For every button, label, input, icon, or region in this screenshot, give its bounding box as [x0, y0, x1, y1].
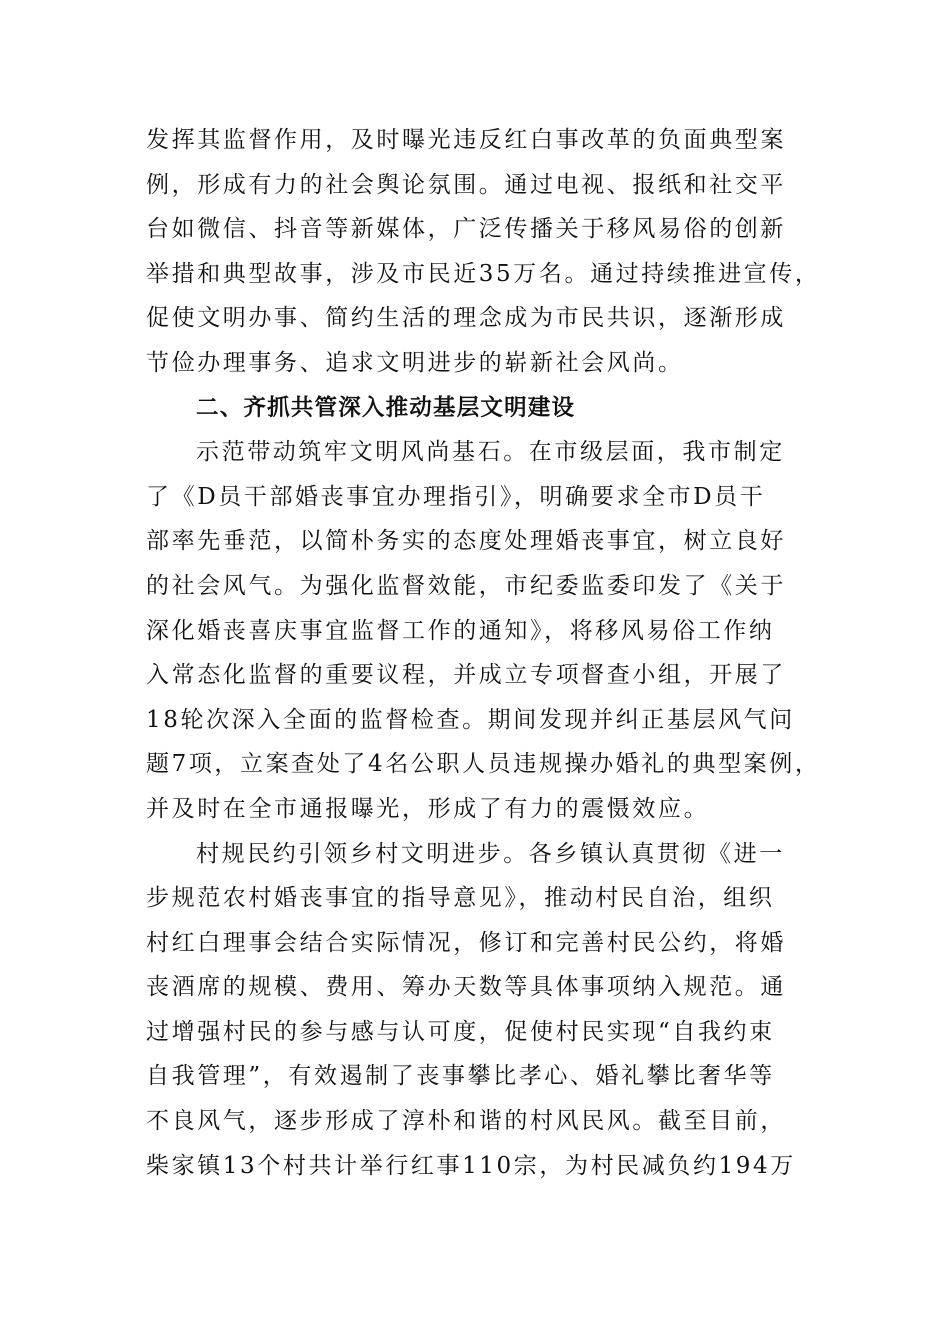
paragraph-line: 步规范农村婚丧事宜的指导意见》，推动村民自治，组织	[146, 885, 775, 912]
paragraph-line: 自我管理”，有效遏制了丧事攀比孝心、婚礼攀比奢华等	[146, 1063, 775, 1090]
paragraph-line: 节俭办理事务、追求文明进步的崭新社会风尚。	[146, 349, 684, 376]
paragraph-line: 深化婚丧喜庆事宜监督工作的通知》，将移风易俗工作纳	[146, 617, 775, 644]
paragraph-line: 入常态化监督的重要议程，并成立专项督查小组，开展了	[146, 662, 786, 689]
paragraph-first-line: 示范带动筑牢文明风尚基石。在市级层面，我市制定	[196, 439, 785, 466]
paragraph-line: 了《D员干部婚丧事宜办理指引》，明确要求全市D员干	[146, 483, 766, 510]
paragraph-line: 村红白理事会结合实际情况，修订和完善村民公约，将婚	[146, 929, 786, 956]
paragraph-line: 丧酒席的规模、费用、筹办天数等具体事项纳入规范。通	[146, 974, 786, 1001]
paragraph-line: 台如微信、抖音等新媒体，广泛传播关于移风易俗的创新	[146, 216, 786, 243]
paragraph-line: 例，形成有力的社会舆论氛围。通过电视、报纸和社交平	[146, 171, 786, 198]
section-heading: 二、齐抓共管深入推动基层文明建设	[196, 394, 576, 421]
paragraph-line: 促使文明办事、简约生活的理念成为市民共识，逐渐形成	[146, 305, 786, 332]
paragraph-line: 18轮次深入全面的监督检查。期间发现并纠正基层风气问	[146, 706, 795, 733]
paragraph-line: 的社会风气。为强化监督效能，市纪委监委印发了《关于	[146, 572, 786, 599]
paragraph-line: 发挥其监督作用，及时曝光违反红白事改革的负面典型案	[146, 127, 786, 153]
document-body	[146, 118, 821, 1188]
paragraph-line: 过增强村民的参与感与认可度，促使村民实现“自我约束	[146, 1018, 775, 1045]
paragraph-line: 举措和典型故事，涉及市民近35万名。通过持续推进宣传，	[146, 260, 821, 287]
paragraph-line: 并及时在全市通报曝光，形成了有力的震慑效应。	[146, 795, 710, 822]
paragraph-line: 柴家镇13个村共计举行红事110宗，为村民减负约194万	[146, 1152, 796, 1179]
paragraph-line: 不良风气，逐步形成了淳朴和谐的村风民风。截至目前，	[146, 1108, 786, 1135]
paragraph-first-line: 村规民约引领乡村文明进步。各乡镇认真贯彻《进一	[196, 840, 785, 867]
paragraph-line: 题7项，立案查处了4名公职人员违规操办婚礼的典型案例，	[146, 751, 821, 778]
paragraph-line: 部率先垂范，以简朴务实的态度处理婚丧事宜，树立良好	[146, 528, 786, 555]
